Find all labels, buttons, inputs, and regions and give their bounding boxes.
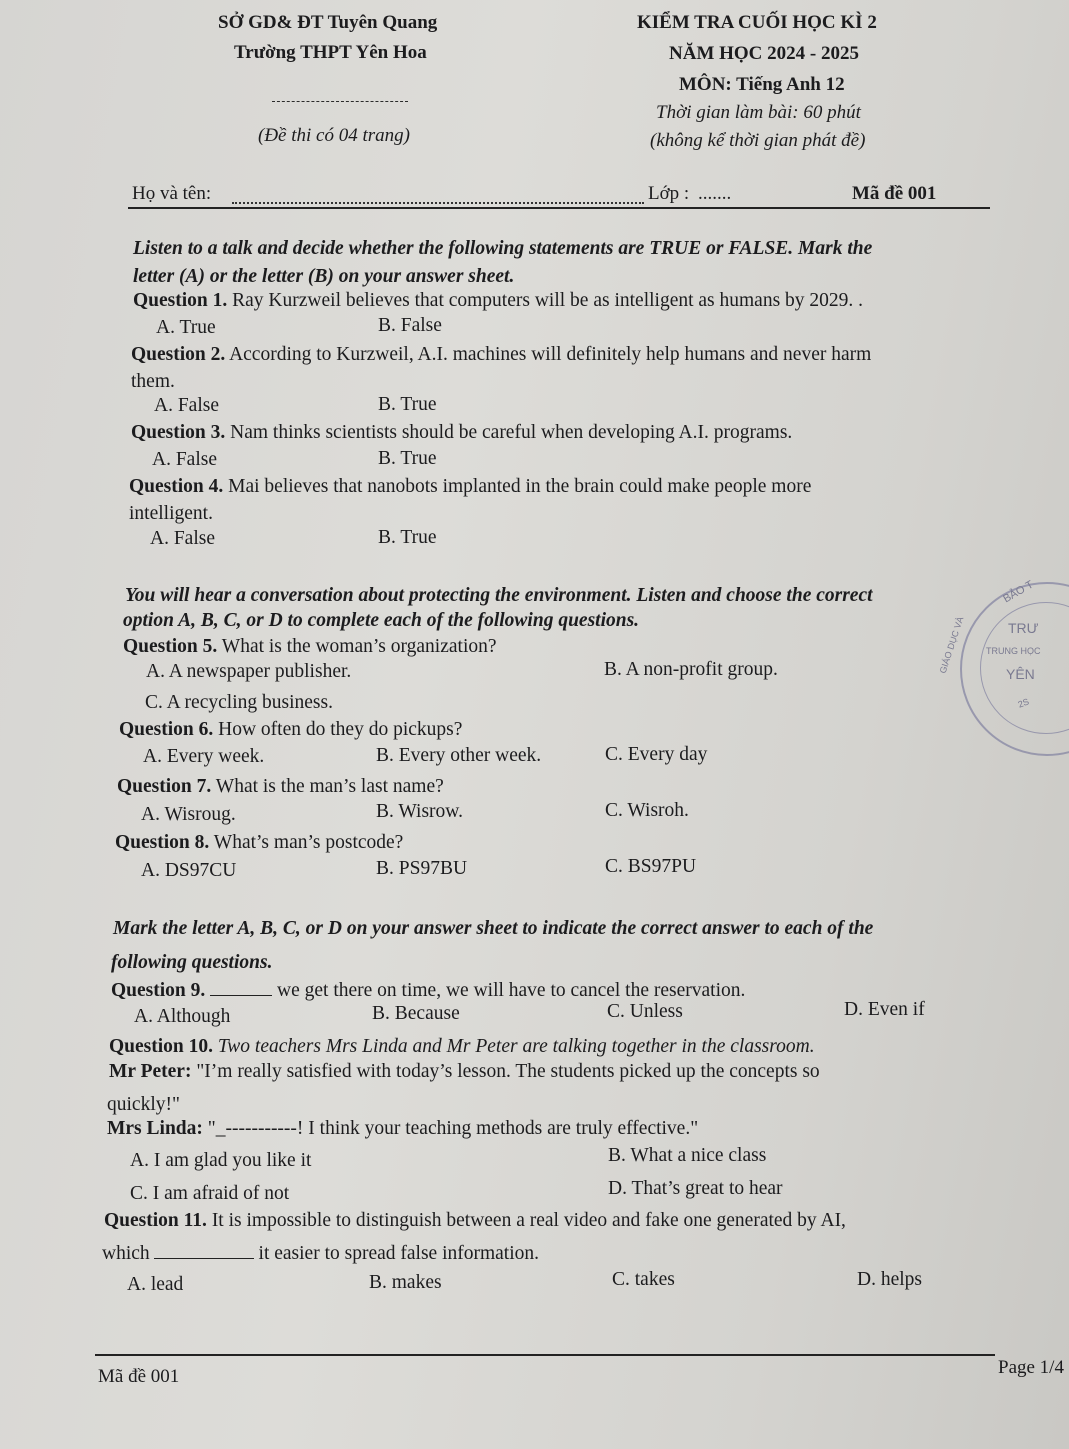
department-name: SỞ GD& ĐT Tuyên Quang bbox=[218, 12, 438, 33]
q1-option-a[interactable]: A. True bbox=[156, 317, 216, 338]
q3-option-b[interactable]: B. True bbox=[378, 448, 437, 469]
q9-option-a[interactable]: A. Although bbox=[134, 1006, 231, 1027]
question-10: Question 10. Two teachers Mrs Linda and Mr Peter are talking together in the classroom. bbox=[109, 1036, 815, 1057]
question-11-cont: which it easier to spread false information. bbox=[102, 1243, 540, 1264]
page-number: Page 1/4 bbox=[998, 1357, 1064, 1378]
time-allowed: Thời gian làm bài: 60 phút bbox=[656, 102, 861, 123]
q8-option-c[interactable]: C. BS97PU bbox=[605, 856, 697, 877]
q10-option-a[interactable]: A. I am glad you like it bbox=[130, 1150, 312, 1171]
q10-linda-line: Mrs Linda: "_-----------! I think your teaching methods are truly effective." bbox=[107, 1118, 699, 1139]
question-2-cont: them. bbox=[131, 371, 175, 392]
question-4: Question 4. Mai believes that nanobots implanted in the brain could make people more bbox=[129, 476, 812, 497]
class-label: Lớp : bbox=[648, 183, 690, 204]
stamp-text-2: TRUNG HỌC bbox=[986, 646, 1041, 656]
stamp-text-side: GIÁO DỤC VÀ bbox=[937, 615, 966, 675]
q10-peter-line1: Mr Peter: "I’m really satisfied with today’s lesson. The students picked up the concepts so bbox=[109, 1061, 820, 1082]
section2-instruction-line1: You will hear a conversation about protecting the environment. Listen and choose the correct bbox=[125, 585, 873, 606]
q7-option-b[interactable]: B. Wisrow. bbox=[376, 801, 463, 822]
exam-title: KIỂM TRA CUỐI HỌC KÌ 2 bbox=[637, 12, 877, 33]
q11-option-d[interactable]: D. helps bbox=[857, 1269, 922, 1290]
q5-option-b[interactable]: B. A non-profit group. bbox=[604, 659, 778, 680]
section1-instruction-line1: Listen to a talk and decide whether the following statements are TRUE or FALSE. Mark the bbox=[133, 238, 873, 259]
subject: MÔN: Tiếng Anh 12 bbox=[679, 74, 845, 95]
class-field[interactable]: ....... bbox=[698, 183, 732, 204]
q7-option-c[interactable]: C. Wisroh. bbox=[605, 800, 689, 821]
stamp-text-3: YÊN bbox=[1006, 666, 1035, 682]
section3-instruction-line1: Mark the letter A, B, C, or D on your answer sheet to indicate the correct answer to each of the bbox=[113, 918, 874, 939]
q1-option-b[interactable]: B. False bbox=[378, 315, 442, 336]
q2-option-b[interactable]: B. True bbox=[378, 394, 437, 415]
footer-rule bbox=[95, 1354, 995, 1356]
q7-option-a[interactable]: A. Wisroug. bbox=[141, 804, 236, 825]
q10-option-b[interactable]: B. What a nice class bbox=[608, 1145, 767, 1166]
question-1: Question 1. Ray Kurzweil believes that computers will be as intelligent as humans by 2029. . bbox=[133, 290, 864, 311]
q11-option-a[interactable]: A. lead bbox=[127, 1274, 184, 1295]
time-note: (không kể thời gian phát đề) bbox=[650, 130, 866, 151]
question-4-cont: intelligent. bbox=[129, 503, 213, 524]
q4-option-b[interactable]: B. True bbox=[378, 527, 437, 548]
question-3: Question 3. Nam thinks scientists should be careful when developing A.I. programs. bbox=[131, 422, 793, 443]
q3-option-a[interactable]: A. False bbox=[152, 449, 217, 470]
question-6: Question 6. How often do they do pickups? bbox=[119, 719, 463, 740]
footer-exam-code: Mã đề 001 bbox=[98, 1366, 180, 1387]
q8-option-a[interactable]: A. DS97CU bbox=[141, 860, 237, 881]
q4-option-a[interactable]: A. False bbox=[150, 528, 215, 549]
q9-option-d[interactable]: D. Even if bbox=[844, 999, 925, 1020]
q6-option-a[interactable]: A. Every week. bbox=[143, 746, 265, 767]
q2-option-a[interactable]: A. False bbox=[154, 395, 219, 416]
question-2: Question 2. According to Kurzweil, A.I. machines will definitely help humans and never harm bbox=[131, 344, 872, 365]
exam-code: Mã đề 001 bbox=[852, 183, 937, 204]
q5-option-a[interactable]: A. A newspaper publisher. bbox=[146, 661, 352, 682]
q5-option-c[interactable]: C. A recycling business. bbox=[145, 692, 333, 713]
q11-option-b[interactable]: B. makes bbox=[369, 1272, 442, 1293]
question-7: Question 7. What is the man’s last name? bbox=[117, 776, 444, 797]
school-year: NĂM HỌC 2024 - 2025 bbox=[669, 43, 859, 64]
question-8: Question 8. What’s man’s postcode? bbox=[115, 832, 404, 853]
header-rule bbox=[128, 207, 990, 209]
section2-instruction-line2: option A, B, C, or D to complete each of the following questions. bbox=[123, 610, 640, 631]
q10-option-d[interactable]: D. That’s great to hear bbox=[608, 1178, 783, 1199]
section3-instruction-line2: following questions. bbox=[111, 952, 273, 973]
page-count-note: (Đề thi có 04 trang) bbox=[258, 125, 410, 146]
school-name: Trường THPT Yên Hoa bbox=[234, 42, 427, 63]
q10-blank: _----------- bbox=[215, 1118, 297, 1139]
question-5: Question 5. What is the woman’s organization? bbox=[123, 636, 497, 657]
name-field[interactable] bbox=[232, 202, 644, 204]
q11-option-c[interactable]: C. takes bbox=[612, 1269, 675, 1290]
q10-option-c[interactable]: C. I am afraid of not bbox=[130, 1183, 290, 1204]
stamp-text-top: BẢO T bbox=[1001, 578, 1036, 606]
q10-peter-line2: quickly!" bbox=[107, 1094, 180, 1115]
q9-option-c[interactable]: C. Unless bbox=[607, 1001, 683, 1022]
section1-instruction-line2: letter (A) or the letter (B) on your answer sheet. bbox=[133, 266, 515, 287]
q11-blank bbox=[154, 1257, 254, 1259]
q8-option-b[interactable]: B. PS97BU bbox=[376, 858, 468, 879]
stamp-text-1: TRƯ bbox=[1008, 620, 1039, 636]
q9-blank bbox=[210, 994, 272, 996]
q9-option-b[interactable]: B. Because bbox=[372, 1003, 460, 1024]
question-9: Question 9. we get there on time, we will have to cancel the reservation. bbox=[111, 980, 746, 1001]
question-11: Question 11. It is impossible to distinguish between a real video and fake one generated by AI, bbox=[104, 1210, 846, 1231]
stamp-text-bottom: 2S bbox=[1016, 696, 1031, 710]
q6-option-b[interactable]: B. Every other week. bbox=[376, 745, 542, 766]
school-stamp bbox=[937, 578, 1069, 756]
name-label: Họ và tên: bbox=[132, 183, 212, 204]
header-divider-left bbox=[272, 100, 408, 102]
q6-option-c[interactable]: C. Every day bbox=[605, 744, 708, 765]
